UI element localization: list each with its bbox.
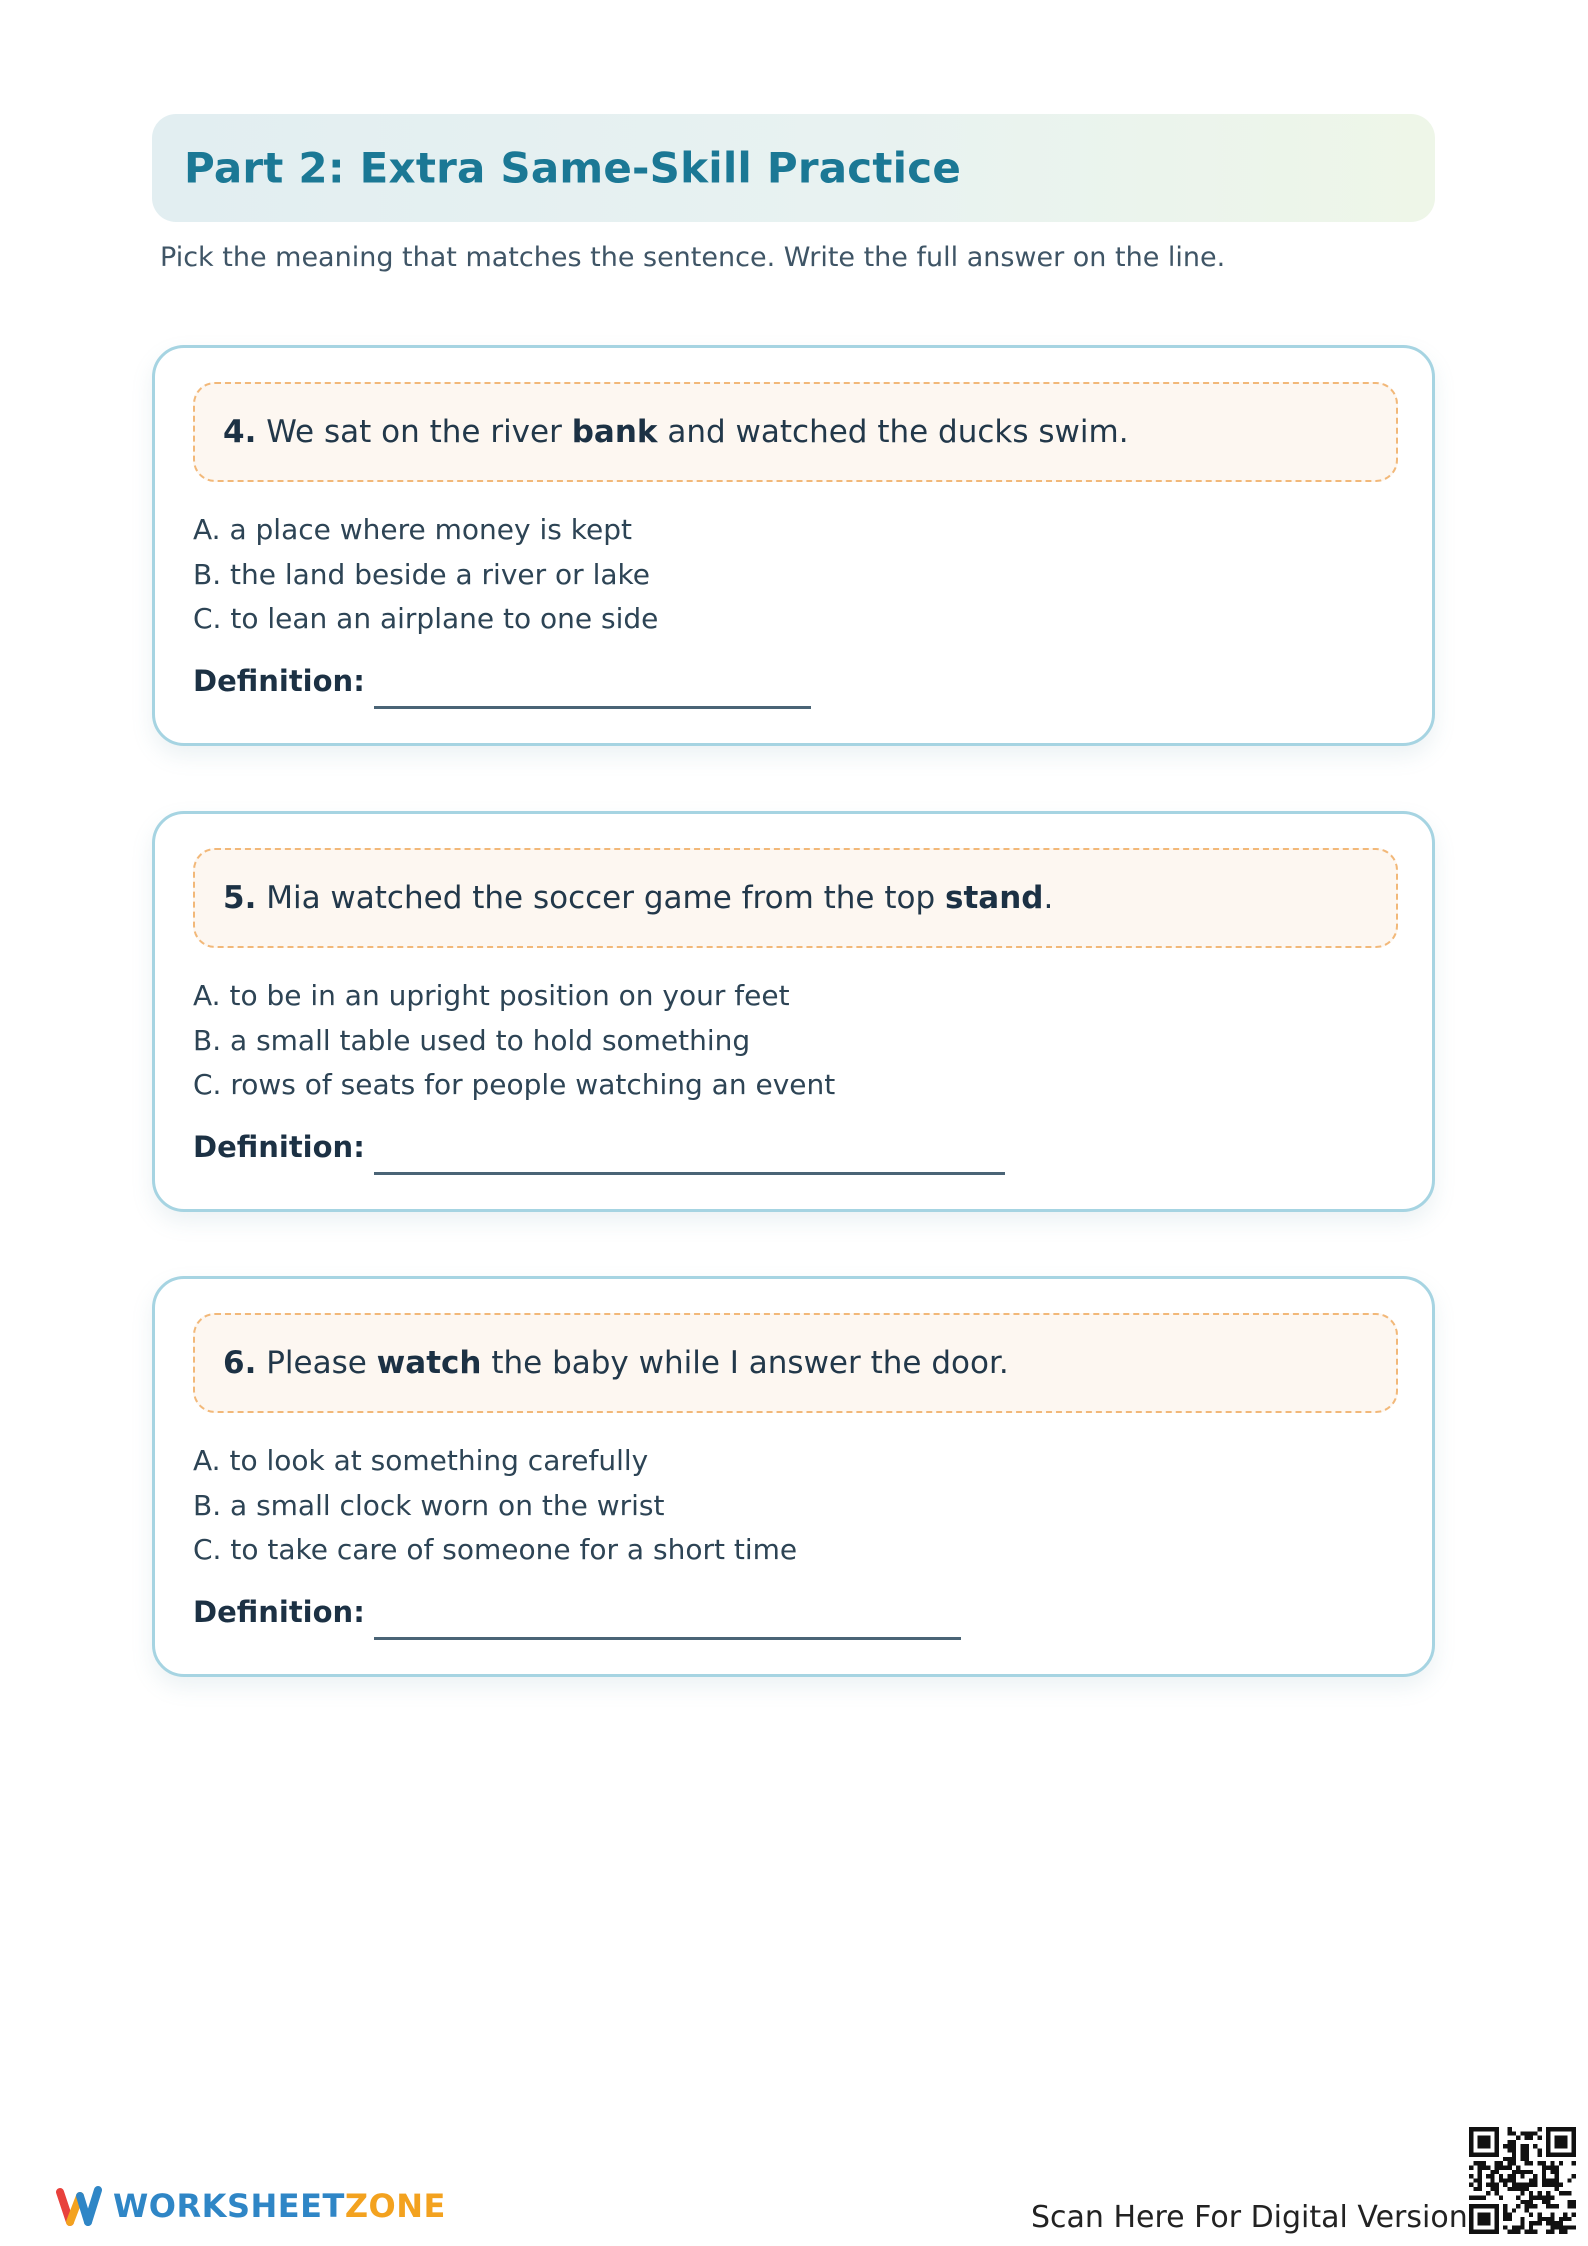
answer-options [193,1439,797,1573]
definition-answer-line[interactable] [374,1637,961,1640]
qr-code-icon[interactable] [1469,2127,1576,2234]
option-c[interactable]: C. to lean an airplane to one side [193,602,659,635]
question-number: 5. [223,880,257,916]
definition-label: Definition: [193,1130,365,1164]
target-word: stand [945,880,1044,916]
sentence-text-after: and watched the ducks swim. [657,414,1129,450]
question-number: 4. [223,414,257,450]
logo-wordmark [113,2187,446,2225]
option-a[interactable]: A. a place where money is kept [193,513,632,546]
question-number: 6. [223,1345,257,1381]
definition-label: Definition: [193,1595,365,1629]
sentence-box [193,848,1398,948]
target-word: watch [376,1345,482,1381]
question-card-6 [152,1276,1435,1677]
option-b[interactable]: B. the land beside a river or lake [193,557,650,591]
question-sentence [223,414,1129,450]
option-a[interactable]: A. to be in an upright position on your feet [193,979,790,1012]
sentence-text-before: Mia watched the soccer game from the top [256,880,946,916]
logo-word-part2: ZONE [344,2187,446,2225]
header-band [152,114,1435,222]
option-b[interactable]: B. a small table used to hold something [193,1023,751,1057]
question-sentence [223,1345,1009,1381]
logo-mark-icon [55,2182,103,2230]
page-title: Part 2: Extra Same-Skill Practice [184,143,962,193]
answer-options [193,508,658,642]
target-word: bank [571,414,658,450]
definition-answer-line[interactable] [374,1172,1005,1175]
logo-word-part1: WORKSHEET [113,2187,345,2225]
sentence-box [193,382,1398,482]
question-card-5 [152,811,1435,1212]
question-card-4 [152,345,1435,746]
sentence-text-before: Please [256,1345,377,1381]
sentence-text-after: the baby while I answer the door. [481,1345,1009,1381]
worksheetzone-logo[interactable] [55,2182,446,2230]
sentence-box [193,1313,1398,1413]
scan-instruction: Scan Here For Digital Version [1031,2200,1468,2235]
definition-answer-line[interactable] [374,706,811,709]
option-c[interactable]: C. to take care of someone for a short time [193,1533,798,1566]
option-a[interactable]: A. to look at something carefully [193,1444,649,1477]
sentence-text-before: We sat on the river [256,414,572,450]
sentence-text-after: . [1043,880,1054,916]
option-b[interactable]: B. a small clock worn on the wrist [193,1488,665,1522]
option-c[interactable]: C. rows of seats for people watching an event [193,1068,836,1101]
answer-options [193,974,835,1108]
definition-label: Definition: [193,664,365,698]
instructions: Pick the meaning that matches the sentence. Write the full answer on the line. [160,242,1226,273]
question-sentence [223,880,1053,916]
